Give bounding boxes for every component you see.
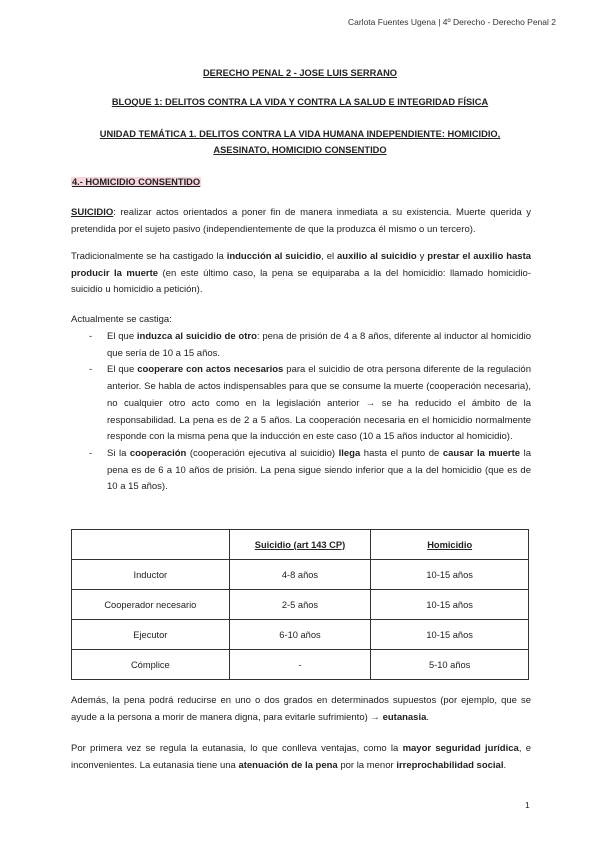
table-header-row: [72, 530, 529, 560]
bold-term: llega: [338, 447, 361, 459]
bold-term: cooperación: [129, 447, 187, 459]
text: la pena es de 6 a 10 años de prisión. La pena sigue siendo inferior que a la del homicidio (que es de 10 a 15 años).: [107, 447, 531, 493]
header-homicidio: Homicidio: [427, 539, 473, 550]
paragraph-text: : realizar actos orientados a poner fin de manera inmediata a su existencia. Muerte querida y pretendida por el sujeto pasivo (independientemente de que la produzca él mismo o un tercero).: [71, 207, 531, 235]
list-item: [71, 362, 531, 446]
unit-title-line2: ASESINATO, HOMICIDIO CONSENTIDO: [213, 145, 387, 155]
text: Si la: [107, 447, 130, 459]
text: Además, la pena podrá reducirse en uno o dos grados en determinados supuestos (por ejemplo, que se ayude a la persona a morir de manera digna, para evitarle sufrimiento) →: [71, 695, 531, 723]
term-suicidio: SUICIDIO: [71, 207, 114, 218]
bold-term: inducción al suicidio: [226, 251, 322, 262]
penalty-list: [71, 329, 531, 496]
penalty-table: [71, 529, 529, 680]
bold-term: irreprochabilidad social: [396, 759, 504, 771]
bold-term: induzca al suicidio de otro: [136, 331, 257, 342]
text: .: [503, 759, 507, 771]
table-cell: 5-10 años: [371, 650, 529, 680]
list-intro: Actualmente se castiga:: [71, 314, 172, 325]
unit-title-line1: UNIDAD TEMÁTICA 1. DELITOS CONTRA LA VIDA HUMANA INDEPENDIENTE: HOMICIDIO,: [99, 129, 501, 139]
unit-title: [60, 126, 540, 158]
section-title-text: 4.- HOMICIDIO CONSENTIDO: [72, 177, 201, 187]
bold-term: cooperare con actos necesarios: [137, 364, 284, 376]
course-title-text: DERECHO PENAL 2 - JOSE LUIS SERRANO: [202, 68, 398, 78]
paragraph-eutanasia: [71, 693, 531, 726]
table-row: [72, 590, 529, 620]
bold-term: eutanasia: [382, 711, 427, 723]
paragraph-regulacion: [71, 741, 531, 774]
table-header-cell: [229, 530, 371, 560]
table-row: [72, 560, 529, 590]
text: para el suicidio de otra persona diferente de la regulación anterior. Se habla de actos indispensables para que se consume la muerte (cooperación necesaria), no cualquier otro acto como en la legislación anterior → se ha reducido el ámbito de la responsabilidad. La pena es de 2 a 5 años. La cooperación necesaria en el homicidio normalmente responde con la misma pena que la inducción en este caso (10 a 15 años inductor al homicidio).: [107, 364, 531, 443]
table-header-cell: [371, 530, 529, 560]
text: y: [416, 251, 428, 262]
bold-term: auxilio al suicidio: [337, 251, 417, 262]
section-title: [71, 177, 201, 187]
dash-bullet: -: [89, 447, 93, 459]
table-cell: 2-5 años: [229, 590, 371, 620]
text: Tradicionalmente se ha castigado la: [71, 251, 227, 262]
block-title: [60, 97, 540, 107]
table-row: [72, 620, 529, 650]
table-cell: 6-10 años: [229, 620, 371, 650]
table-cell: Cooperador necesario: [72, 590, 230, 620]
text: , el: [321, 251, 338, 262]
table-cell: -: [229, 650, 371, 680]
text: El que: [107, 364, 138, 376]
table-row: [72, 650, 529, 680]
bold-term: mayor seguridad jurídica: [402, 743, 519, 754]
header-suicidio: Suicidio (art 143 CP): [254, 539, 346, 550]
table-cell: 10-15 años: [371, 620, 529, 650]
text: El que: [107, 331, 137, 342]
table-header-cell: [72, 530, 230, 560]
list-item: [71, 446, 531, 496]
text: : pena de prisión de 4 a 8 años, diferente al inductor al homicidio que sería de 10 a 15 años.: [107, 331, 532, 359]
text: , e inconvenientes. La eutanasia tiene una: [71, 743, 531, 771]
text: (cooperación ejecutiva al suicidio): [186, 447, 339, 459]
table-cell: 4-8 años: [229, 560, 371, 590]
bold-term: prestar el auxilio hasta producir la muerte: [71, 251, 532, 279]
course-title: [60, 68, 540, 78]
table-cell: Cómplice: [72, 650, 230, 680]
page-header: Carlota Fuentes Ugena | 4º Derecho - Derecho Penal 2: [347, 17, 556, 27]
text: por la menor: [337, 759, 397, 771]
table-cell: Ejecutor: [72, 620, 230, 650]
table-cell: 10-15 años: [371, 560, 529, 590]
dash-bullet: -: [89, 364, 93, 376]
page-number: 1: [525, 800, 530, 810]
table-cell: Inductor: [72, 560, 230, 590]
list-item: [71, 329, 531, 362]
text: .: [426, 711, 430, 723]
dash-bullet: -: [89, 331, 93, 342]
text: Por primera vez se regula la eutanasia, lo que conlleva ventajas, como la: [71, 743, 403, 754]
table-cell: 10-15 años: [371, 590, 529, 620]
text: hasta el punto de: [360, 447, 443, 459]
bold-term: atenuación de la pena: [238, 759, 338, 771]
paragraph-suicidio: [71, 205, 531, 238]
paragraph-tradicional: [71, 249, 531, 299]
bold-term: causar la muerte: [442, 447, 521, 459]
block-title-text: BLOQUE 1: DELITOS CONTRA LA VIDA Y CONTRA LA SALUD E INTEGRIDAD FÍSICA: [111, 97, 489, 107]
text: (en este último caso, la pena se equiparaba a la del homicidio: llamado homicidio-suicidio u homicidio a petición).: [71, 267, 531, 296]
